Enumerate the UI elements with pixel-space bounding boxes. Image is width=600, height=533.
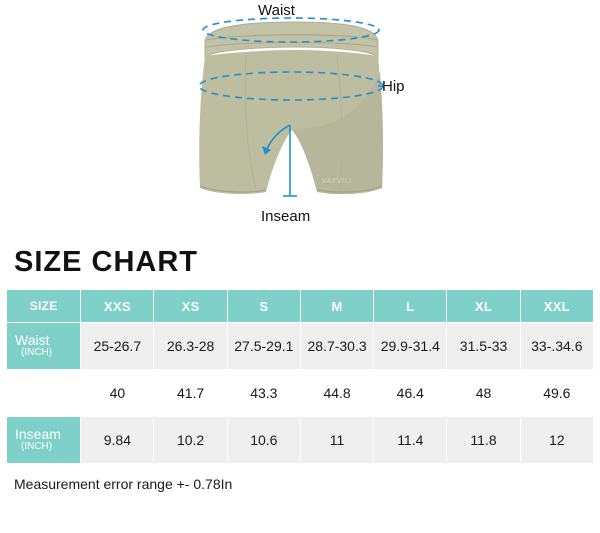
row-label-text: Hips [15,379,44,396]
header-cell-s: S [227,290,300,323]
page-title: SIZE CHART [14,246,198,278]
header-cell-l: L [374,290,447,323]
inseam-label: Inseam [261,208,311,225]
shorts-diagram-svg [0,0,600,232]
cell-hips-xl: 48 [447,370,520,417]
cell-hips-xxs: 40 [81,370,154,417]
cell-hips-s: 43.3 [227,370,300,417]
table-row [7,417,594,464]
cell-inseam-xs: 10.2 [154,417,227,464]
table-header [7,290,594,323]
cell-inseam-xl: 11.8 [447,417,520,464]
shorts-shape [199,22,383,194]
cell-waist-xxl: 33-.34.6 [520,323,593,370]
size-chart-table [6,289,594,464]
header-cell-xxl: XXL [520,290,593,323]
header-cell-xxs: XXS [81,290,154,323]
cell-inseam-l: 11.4 [374,417,447,464]
measurement-error-note: Measurement error range +- 0.78In [14,476,233,492]
row-label-inseam [7,417,81,464]
table-row [7,370,594,417]
cell-inseam-s: 10.6 [227,417,300,464]
row-unit-text: (INCH) [21,441,53,453]
cell-waist-l: 29.9-31.4 [374,323,447,370]
cell-inseam-xxl: 12 [520,417,593,464]
cell-waist-xs: 26.3-28 [154,323,227,370]
header-cell-xl: XL [447,290,520,323]
row-unit-text: (INCH) [21,347,53,359]
cell-waist-s: 27.5-29.1 [227,323,300,370]
table-body [7,323,594,464]
cell-hips-l: 46.4 [374,370,447,417]
header-cell-xs: XS [154,290,227,323]
table-header-row [7,290,594,323]
waist-label: Waist [258,2,295,19]
cell-hips-m: 44.8 [300,370,373,417]
row-unit-text: (INCH) [21,394,53,406]
cell-hips-xs: 41.7 [154,370,227,417]
row-label-hips [7,370,81,417]
size-chart-table-wrap [0,289,600,464]
cell-inseam-xxs: 9.84 [81,417,154,464]
row-label-text: Waist [15,332,50,349]
cell-waist-xl: 31.5-33 [447,323,520,370]
row-label-text: Inseam [15,426,61,443]
cell-inseam-m: 11 [300,417,373,464]
cell-waist-xxs: 25-26.7 [81,323,154,370]
shorts-illustration [0,0,600,232]
cell-hips-xxl: 49.6 [520,370,593,417]
hip-label: Hip [382,78,405,95]
cell-waist-m: 28.7-30.3 [300,323,373,370]
brand-mark: VAYVILI [322,178,352,185]
header-cell-size: SIZE [7,290,81,323]
table-row [7,323,594,370]
title-area [0,232,600,289]
header-cell-m: M [300,290,373,323]
row-label-waist [7,323,81,370]
